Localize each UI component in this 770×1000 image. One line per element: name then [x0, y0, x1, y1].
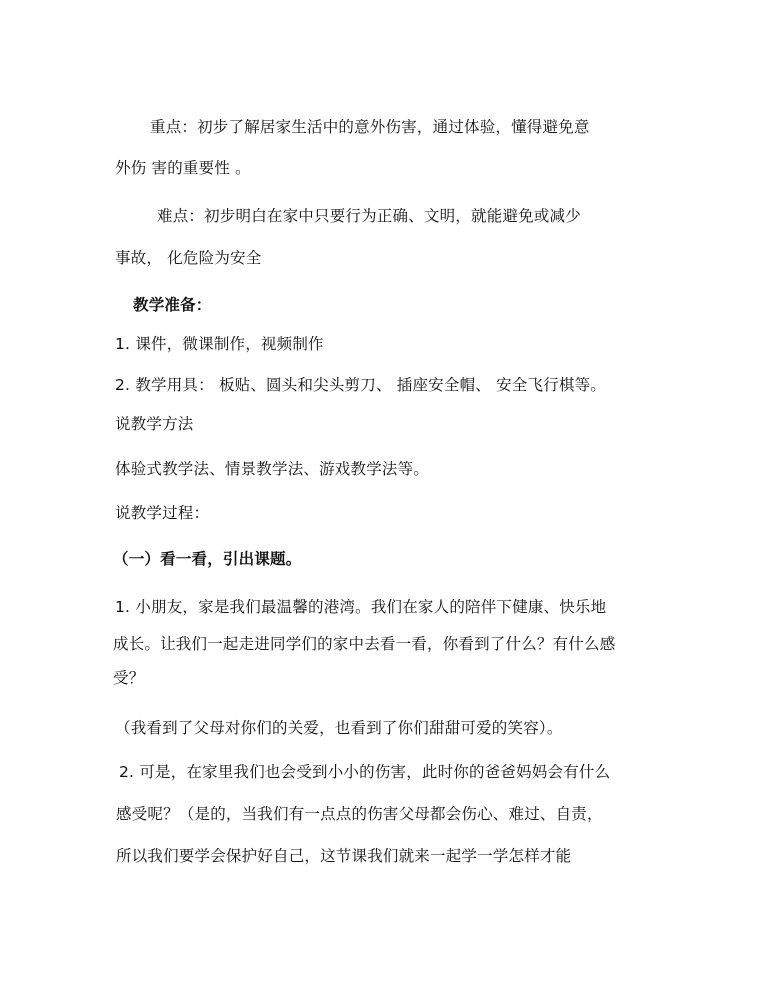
prep-item-1: 1. 课件，微课制作，视频制作 — [115, 335, 324, 353]
teaching-process-heading: 说教学过程： — [115, 504, 210, 522]
difficulty-line-2: 事故， 化危险为安全 — [115, 249, 262, 267]
paragraph-2-line-2: 感受呢？（是的，当我们有一点点的伤害父母都会伤心、难过、自责， — [116, 805, 603, 823]
key-point-line-1: 重点：初步了解居家生活中的意外伤害，通过体验，懂得避免意 — [150, 118, 590, 136]
prep-item-2: 2. 教学用具： 板贴、圆头和尖头剪刀、 插座安全帽、 安全飞行棋等。 — [115, 376, 606, 394]
teaching-method-text: 体验式教学法、情景教学法、游戏教学法等。 — [115, 460, 430, 478]
paragraph-2-line-1: 2. 可是，在家里我们也会受到小小的伤害，此时你的爸爸妈妈会有什么 — [119, 763, 611, 781]
teaching-prep-heading: 教学准备： — [133, 296, 212, 314]
teaching-method-heading: 说教学方法 — [115, 415, 194, 433]
paragraph-1-line-1: 1. 小朋友，家是我们最温馨的港湾。我们在家人的陪伴下健康、快乐地 — [115, 598, 607, 616]
paragraph-2-line-3: 所以我们要学会保护好自己，这节课我们就来一起学一学怎样才能 — [116, 847, 572, 865]
key-point-line-2: 外伤 害的重要性 。 — [115, 159, 251, 177]
paragraph-1-line-2: 成长。让我们一起走进同学们的家中去看一看，你看到了什么？有什么感 — [113, 635, 616, 653]
paragraph-1-line-3: 受？ — [113, 669, 145, 687]
section-one-heading: （一）看一看，引出课题。 — [113, 550, 302, 568]
paragraph-1-note: （我看到了父母对你们的关爱，也看到了你们甜甜可爱的笑容）。 — [115, 719, 563, 737]
difficulty-line-1: 难点：初步明白在家中只要行为正确、文明，就能避免或减少 — [157, 207, 581, 225]
